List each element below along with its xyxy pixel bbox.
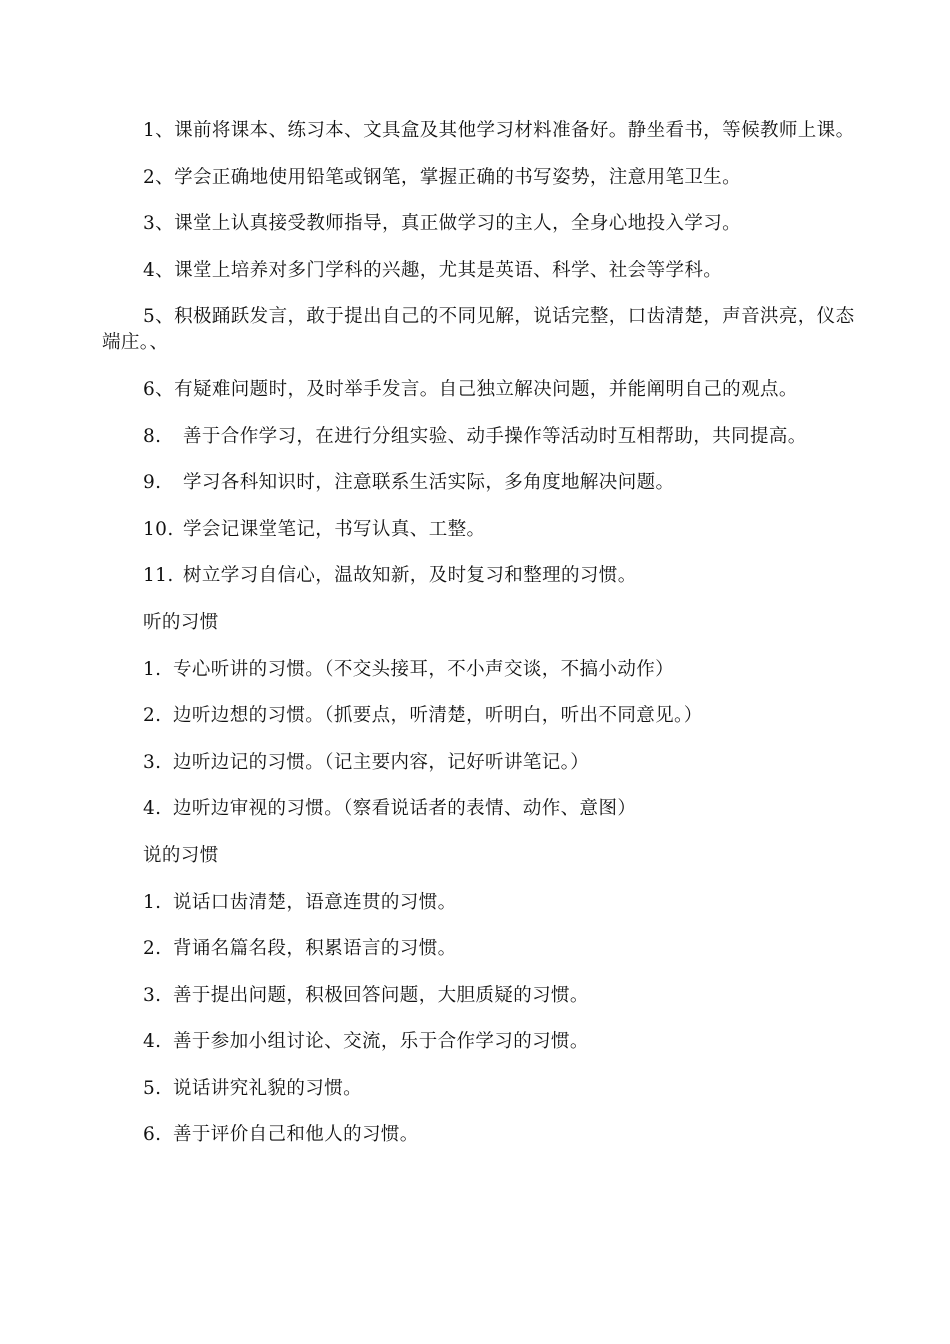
- item-text: 学习各科知识时，注意联系生活实际，多角度地解决问题。: [183, 472, 675, 494]
- document-body: [102, 118, 862, 1169]
- item-number: 10.: [143, 518, 174, 540]
- item-text: 学会正确地使用铅笔或钢笔，掌握正确的书写姿势，注意用笔卫生。: [174, 166, 742, 188]
- paragraph-item-3: [102, 211, 862, 237]
- item-text: 学会记课堂笔记，书写认真、工整。: [183, 518, 486, 540]
- item-number: 1.: [143, 891, 162, 913]
- item-text: 积极踊跃发言，敢于提出自己的不同见解，说话完整，口齿清楚，声音洪亮，仪态端庄。、: [102, 306, 855, 354]
- listening-item-2: [102, 703, 862, 729]
- paragraph-item-11: [102, 563, 862, 589]
- item-text: 边听边想的习惯。（抓要点，听清楚，听明白，听出不同意见。）: [173, 705, 703, 727]
- listening-item-4: [102, 796, 862, 822]
- speaking-item-5: [102, 1076, 862, 1102]
- speaking-habits-heading: 说的习惯: [143, 844, 219, 866]
- item-text: 有疑难问题时，及时举手发言。自己独立解决问题，并能阐明自己的观点。: [174, 378, 798, 400]
- item-number: 3、: [143, 213, 175, 235]
- listening-item-1: [102, 657, 862, 683]
- paragraph-item-6: [102, 377, 862, 403]
- item-text: 边听边记的习惯。（记主要内容，记好听讲笔记。）: [173, 751, 590, 773]
- item-text: 背诵名篇名段，积累语言的习惯。: [173, 938, 457, 960]
- item-number: 2.: [143, 938, 162, 960]
- paragraph-item-5: [102, 304, 862, 356]
- item-number: 4.: [143, 798, 162, 820]
- speaking-item-4: [102, 1029, 862, 1055]
- item-text: 善于评价自己和他人的习惯。: [173, 1124, 419, 1146]
- item-number: 1.: [143, 658, 162, 680]
- item-text: 善于合作学习，在进行分组实验、动手操作等活动时互相帮助，共同提高。: [183, 425, 807, 447]
- paragraph-item-10: [102, 517, 862, 543]
- item-text: 课前将课本、练习本、文具盒及其他学习材料准备好。静坐看书，等候教师上课。: [174, 120, 855, 141]
- speaking-item-2: [102, 936, 862, 962]
- item-text: 说话讲究礼貌的习惯。: [173, 1077, 363, 1099]
- item-number: 5、: [143, 306, 175, 328]
- item-number: 2、: [143, 166, 175, 188]
- item-number: 8.: [143, 425, 162, 447]
- item-text: 善于提出问题，积极回答问题，大胆质疑的习惯。: [173, 984, 589, 1006]
- speaking-item-6: [102, 1122, 862, 1148]
- item-text: 课堂上认真接受教师指导，真正做学习的主人，全身心地投入学习。: [174, 213, 742, 235]
- item-number: 4.: [143, 1031, 162, 1053]
- paragraph-item-9: [102, 470, 862, 496]
- item-number: 9.: [143, 472, 162, 494]
- item-text: 树立学习自信心，温故知新，及时复习和整理的习惯。: [183, 565, 637, 587]
- paragraph-item-8: [102, 424, 862, 450]
- paragraph-item-1: [102, 118, 862, 144]
- item-number: 5.: [143, 1077, 162, 1099]
- item-number: 6.: [143, 1124, 162, 1146]
- speaking-item-3: [102, 983, 862, 1009]
- item-text: 专心听讲的习惯。（不交头接耳，不小声交谈，不搞小动作）: [173, 658, 675, 680]
- item-number: 3.: [143, 751, 162, 773]
- item-text: 课堂上培养对多门学科的兴趣，尤其是英语、科学、社会等学科。: [174, 259, 723, 281]
- item-text: 边听边审视的习惯。（察看说话者的表情、动作、意图）: [173, 798, 637, 820]
- listening-item-3: [102, 750, 862, 776]
- item-text: 善于参加小组讨论、交流，乐于合作学习的习惯。: [173, 1031, 589, 1053]
- item-text: 说话口齿清楚，语意连贯的习惯。: [173, 891, 457, 913]
- listening-habits-heading: 听的习惯: [143, 611, 219, 633]
- item-number: 1、: [143, 120, 175, 141]
- paragraph-item-2: [102, 165, 862, 191]
- item-number: 6、: [143, 378, 175, 400]
- item-number: 2.: [143, 705, 162, 727]
- item-number: 11.: [143, 565, 174, 587]
- speaking-item-1: [102, 890, 862, 916]
- paragraph-item-4: [102, 258, 862, 284]
- item-number: 3.: [143, 984, 162, 1006]
- item-number: 4、: [143, 259, 175, 281]
